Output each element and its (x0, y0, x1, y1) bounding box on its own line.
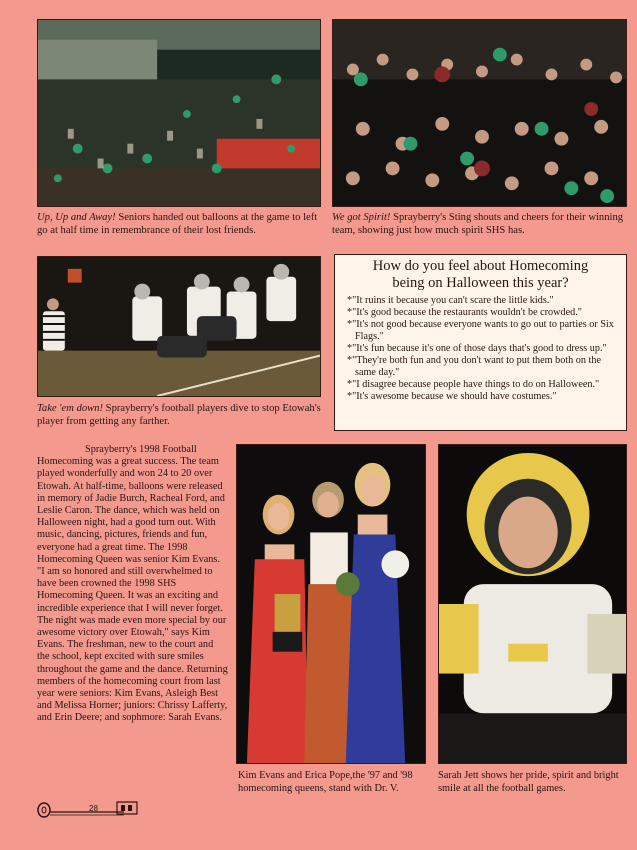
caption-lead: Up, Up and Away! (37, 212, 116, 223)
photo-football-tackle (37, 256, 321, 397)
caption-lead: Take 'em down! (37, 403, 104, 414)
caption-lead: We got Spirit! (332, 212, 391, 223)
photo-stands-balloons (37, 19, 321, 207)
caption-body: Sprayberry's Sting shouts and cheers for their winning team, showing just how much spirit SHS has. (332, 212, 624, 237)
survey-responses (341, 295, 620, 403)
key-ornament-icon (36, 800, 126, 822)
homecoming-story: Sprayberry's 1998 Football Homecoming was a great success. The team played wonderfully and won 24 to 20 over Etowah. At half-time, balloons were released in memory of Jadie Burch, Racheal Ford, and Leslie Caron. The dance, which was held on Halloween night, had a good turn out. With music, dancing, pictures, friends and fun, everyone had a great time. The 1998 Homecoming Queen was senior Kim Evans. "I am so honored and still overwhelmed to have been crowned the 1998 SHS Homecoming Queen. It was an exciting and incredible experience that I will never forget. The night was made even more special by our awesome victory over Etowah," says Kim Evans. The freshman, new to the court and the school, kept excited with sure smiles throughout the game and the dance. Returning members of the homecoming court from last year were seniors: Kim Evans, Asleigh Best and Melissa Horner; juniors: Chrissy Lafferty, and Erin Deere; and sophmore: Sarah Evans. (37, 444, 228, 724)
photo-mascot (438, 444, 627, 764)
caption-football-tackle (37, 402, 323, 428)
survey-response: *"They're both fun and you don't want to put them both on the same day." (347, 355, 601, 378)
photo-homecoming-queens (236, 444, 426, 764)
survey-response: *"It's good because the restaurants wouldn't be crowded." (347, 307, 582, 318)
page-number: 28 (89, 804, 98, 813)
caption-stands-balloons (37, 211, 323, 237)
survey-box (334, 254, 627, 431)
survey-response: *"It's not good because everyone wants to go out to parties or Six Flags." (347, 319, 614, 342)
survey-response: *"I disagree because people have things to do on Halloween." (347, 379, 600, 390)
caption-spirit-crowd (332, 211, 627, 237)
caption-body: Kim Evans and Erica Pope,the '97 and '98 homecoming queens, stand with Dr. V. (238, 770, 413, 795)
survey-response: *"It's awesome because we should have costumes." (347, 391, 557, 402)
survey-title: How do you feel about Homecoming being on Halloween this year? (372, 258, 589, 291)
caption-body: Sarah Jett shows her pride, spirit and bright smile at all the football games. (438, 770, 619, 795)
photo-spirit-crowd (332, 19, 627, 207)
caption-homecoming-queens (238, 769, 430, 795)
caption-body: Sprayberry's football players dive to stop Etowah's player from getting any farther. (37, 403, 321, 428)
key-bit-icon (116, 800, 138, 818)
survey-response: *"It ruins it because you can't scare the little kids." (347, 295, 554, 306)
caption-body: Seniors handed out balloons at the game to left go at half time in remembrance of their lost friends. (37, 212, 318, 237)
caption-mascot (438, 769, 627, 795)
survey-response: *"It's fun because it's one of those days that's good to dress up." (347, 343, 607, 354)
